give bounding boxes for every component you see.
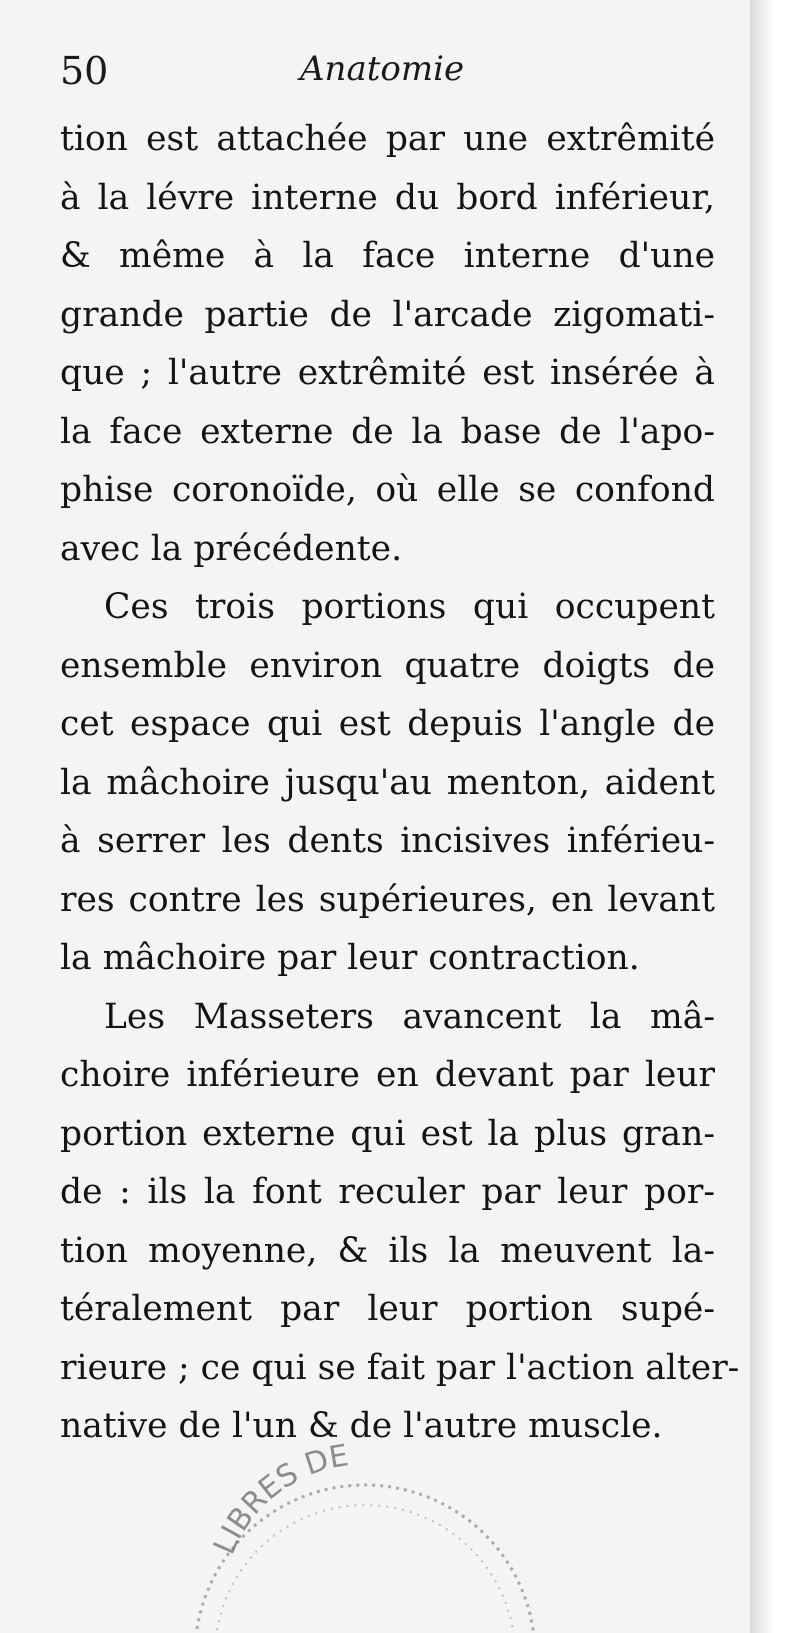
text-line: la mâchoire par leur contraction. <box>60 938 640 978</box>
text-line: téralement par leur portion supé- <box>60 1289 715 1329</box>
library-stamp <box>185 1425 545 1633</box>
body-text <box>60 110 740 1456</box>
text-line: grande partie de l'arcade zigomati- <box>60 294 715 335</box>
text-line: de : ils la font reculer par leur por- <box>60 1172 715 1212</box>
text-line: tion moyenne, & ils la meuvent la- <box>60 1230 715 1271</box>
text-line: Ces trois portions qui occupent <box>104 587 715 627</box>
text-line: res contre les supérieures, en levant <box>60 879 715 920</box>
text-line: que ; l'autre extrêmité est insérée à <box>60 353 715 393</box>
svg-text:LIBRES DE <box>207 1438 351 1559</box>
text-line: native de l'un & de l'autre muscle. <box>60 1406 663 1446</box>
text-line: à la lévre interne du bord inférieur, <box>60 177 715 218</box>
page-number: 50 <box>60 49 109 93</box>
running-title: Anatomie <box>300 49 465 89</box>
text-line: portion externe qui est la plus gran- <box>60 1113 715 1154</box>
text-line: avec la précédente. <box>60 528 403 569</box>
text-line: phise coronoïde, où elle se confond <box>60 470 715 510</box>
stamp-text: LIBRES DE <box>207 1438 351 1560</box>
text-line: ensemble environ quatre doigts de <box>60 645 715 686</box>
text-line: Les Masseters avancent la mâ- <box>104 996 715 1037</box>
text-line: & même à la face interne d'une <box>60 236 715 276</box>
text-line: la face externe de la base de l'apo- <box>60 411 715 452</box>
page-header <box>60 45 720 105</box>
text-line: choire inférieure en devant par leur <box>60 1055 715 1095</box>
page-edge <box>750 0 775 1633</box>
text-line: rieure ; ce qui se fait par l'action alter- <box>60 1347 740 1388</box>
text-line: tion est attachée par une extrêmité <box>60 119 715 159</box>
text-line: cet espace qui est depuis l'angle de <box>60 704 715 744</box>
text-line: la mâchoire jusqu'au menton, aident <box>60 762 715 803</box>
text-line: à serrer les dents incisives inférieu- <box>60 821 715 861</box>
